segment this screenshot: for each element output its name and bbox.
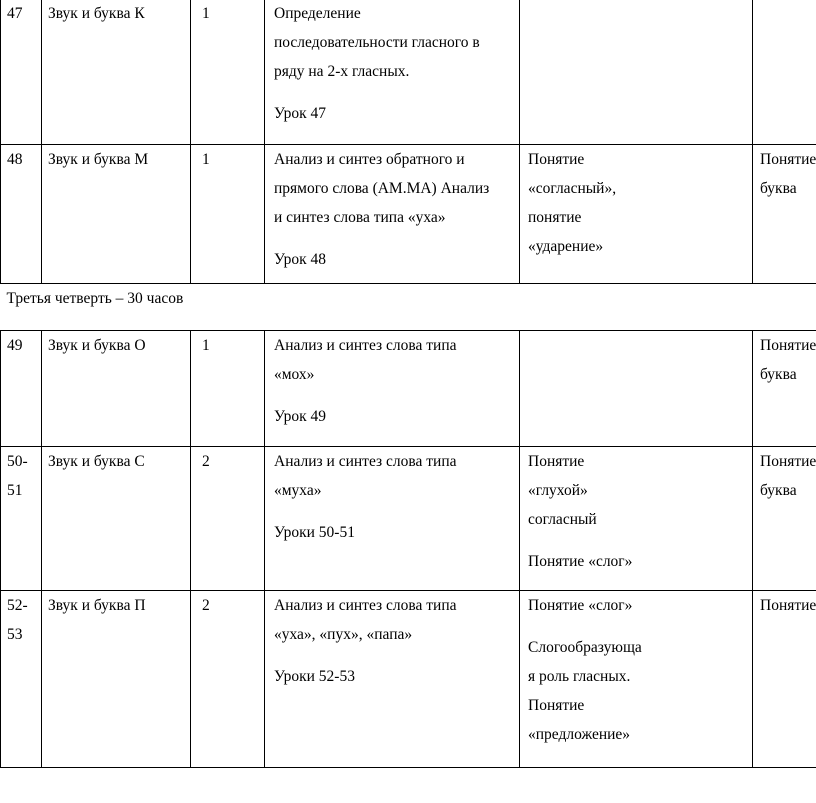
lesson-number-part: 53 <box>7 626 23 643</box>
lesson-number <box>1 447 42 591</box>
lesson-number: 47 <box>1 0 42 145</box>
concept-line: Понятие «слог» <box>528 597 633 614</box>
content-line: «муха» <box>274 482 322 499</box>
term-line: буква <box>760 180 797 197</box>
table-row <box>1 0 816 145</box>
lesson-topic: Звук и буква С <box>42 447 191 591</box>
concept-line: «согласный», <box>528 180 617 197</box>
content-line: прямого слова (АМ.МА) Анализ <box>274 180 490 197</box>
lesson-number: 49 <box>1 331 42 447</box>
table-row <box>1 331 816 447</box>
concept-line: «предложение» <box>528 726 631 743</box>
table-row <box>1 447 816 591</box>
lesson-content <box>265 331 520 447</box>
lesson-label: Уроки 50-51 <box>274 524 355 541</box>
lesson-hours: 1 <box>191 145 265 284</box>
table-row <box>1 591 816 768</box>
lesson-topic: Звук и буква К <box>42 0 191 145</box>
concept-line: Понятие <box>528 453 585 470</box>
lesson-hours: 1 <box>191 0 265 145</box>
lesson-hours: 2 <box>191 447 265 591</box>
concept-line: «ударение» <box>528 238 604 255</box>
concept-line: согласный <box>528 511 597 528</box>
lesson-content <box>265 447 520 591</box>
lesson-content <box>265 591 520 768</box>
content-line: Анализ и синтез слова типа <box>274 337 457 354</box>
lesson-terms <box>753 331 816 447</box>
lesson-terms <box>753 0 816 145</box>
lesson-number-part: 51 <box>7 482 23 499</box>
lesson-topic: Звук и буква М <box>42 145 191 284</box>
content-line: Анализ и синтез слова типа <box>274 597 457 614</box>
lesson-content <box>265 0 520 145</box>
concept-line: Понятие <box>528 151 585 168</box>
term-line: Понятие <box>760 597 816 614</box>
concept-line: «глухой» <box>528 482 588 499</box>
content-line: ряду на 2-х гласных. <box>274 63 410 80</box>
lesson-label: Урок 48 <box>274 251 327 268</box>
lesson-concepts <box>520 447 753 591</box>
table-row <box>1 145 816 284</box>
lesson-hours: 1 <box>191 331 265 447</box>
term-line: буква <box>760 366 797 383</box>
lesson-content <box>265 145 520 284</box>
term-line: Понятие <box>760 151 816 168</box>
table-row <box>1 284 816 331</box>
lesson-concepts <box>520 591 753 768</box>
content-line: «уха», «пух», «папа» <box>274 626 413 643</box>
lesson-number-part: 52- <box>7 597 28 614</box>
lesson-topic: Звук и буква О <box>42 331 191 447</box>
lesson-terms <box>753 447 816 591</box>
lesson-concepts <box>520 331 753 447</box>
lesson-terms <box>753 145 816 284</box>
concept-line: Слогообразующа <box>528 639 642 656</box>
lesson-concepts <box>520 0 753 145</box>
lesson-number <box>1 591 42 768</box>
content-line: «мох» <box>274 366 315 383</box>
term-line: буква <box>760 482 797 499</box>
lesson-label: Урок 47 <box>274 105 327 122</box>
lesson-hours: 2 <box>191 591 265 768</box>
content-line: последовательности гласного в <box>274 34 480 51</box>
concept-line: Понятие <box>528 697 585 714</box>
concept-line: я роль гласных. <box>528 668 631 685</box>
quarter-heading: Третья четверть – 30 часов <box>1 284 816 331</box>
lesson-concepts <box>520 145 753 284</box>
content-line: Анализ и синтез слова типа <box>274 453 457 470</box>
concept-line: понятие <box>528 209 582 226</box>
lesson-label: Уроки 52-53 <box>274 668 355 685</box>
content-line: и синтез слова типа «уха» <box>274 209 446 226</box>
term-line: Понятие <box>760 453 816 470</box>
lesson-label: Урок 49 <box>274 408 327 425</box>
lesson-number: 48 <box>1 145 42 284</box>
term-line: Понятие <box>760 337 816 354</box>
content-line: Анализ и синтез обратного и <box>274 151 465 168</box>
lesson-topic: Звук и буква П <box>42 591 191 768</box>
lesson-terms <box>753 591 816 768</box>
concept-line: Понятие «слог» <box>528 553 633 570</box>
content-line: Определение <box>274 5 361 22</box>
lesson-number-part: 50- <box>7 453 28 470</box>
